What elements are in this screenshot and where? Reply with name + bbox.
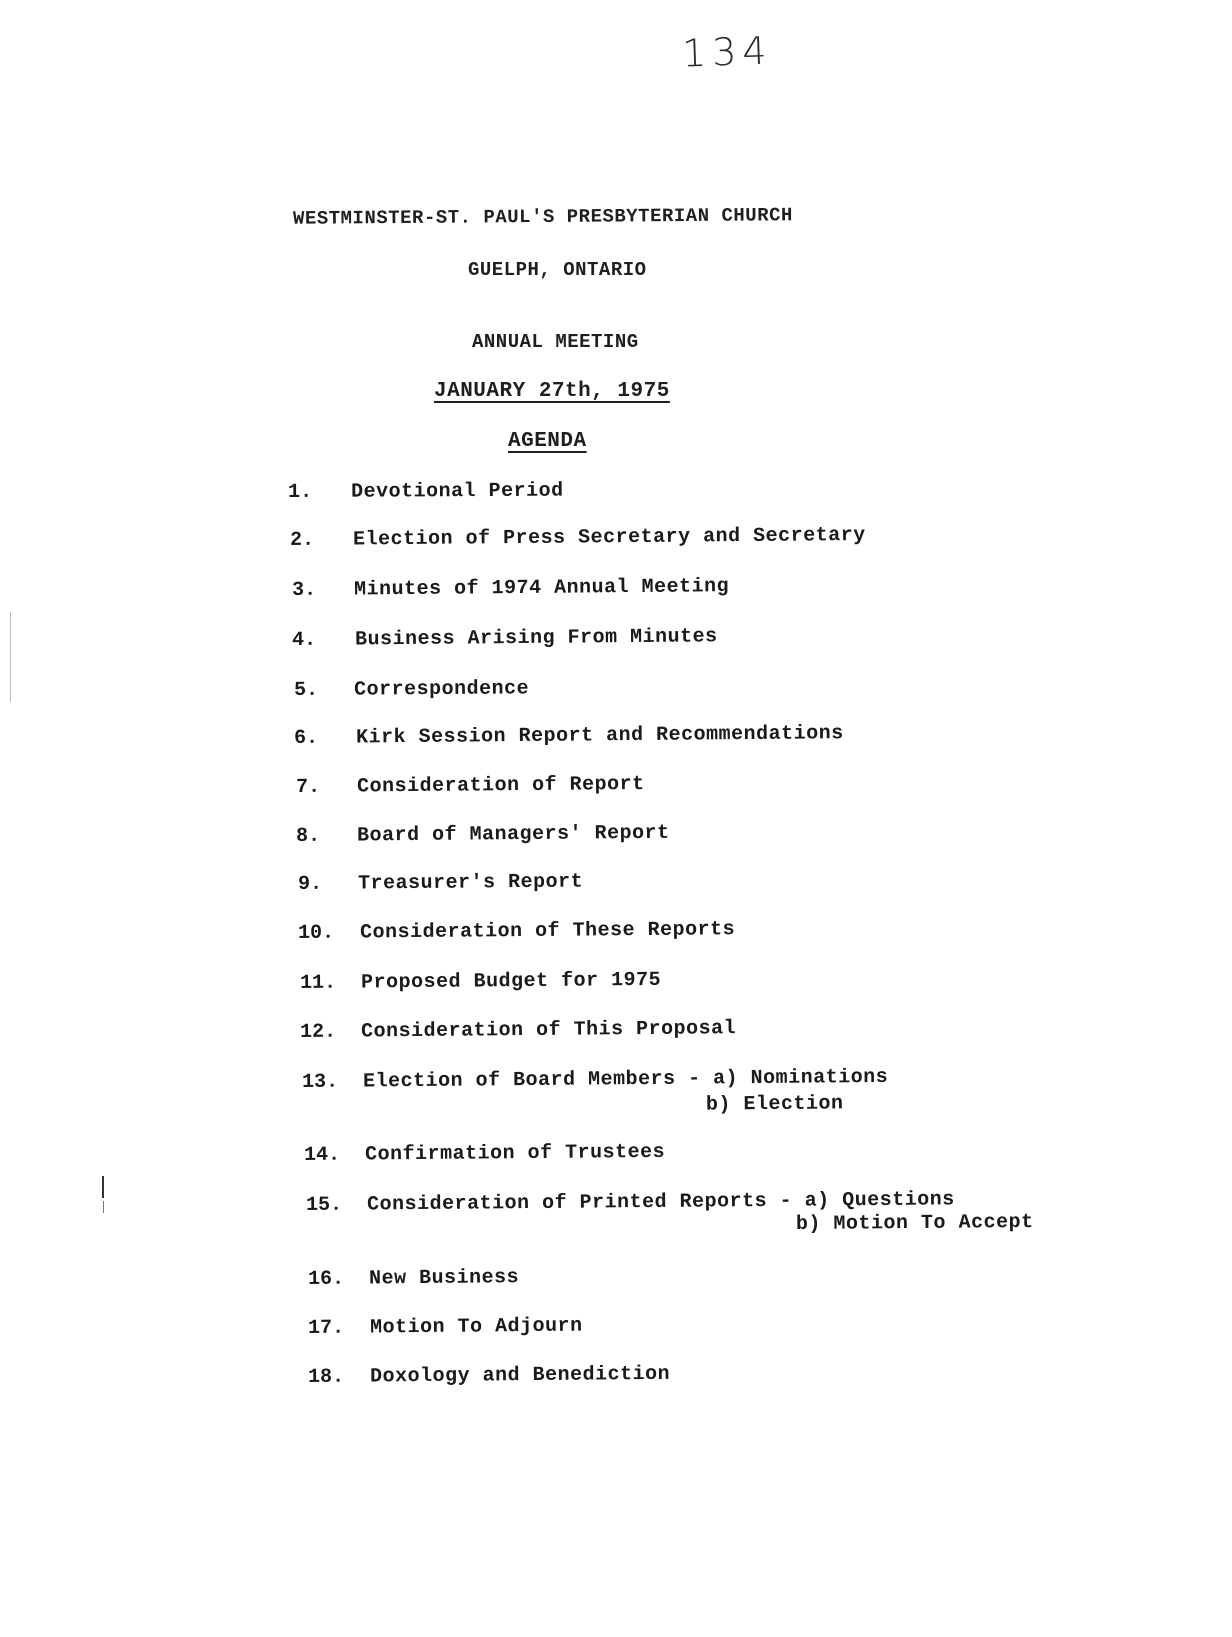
- agenda-item-text: New Business: [368, 1266, 520, 1291]
- agenda-title: AGENDA: [508, 430, 587, 453]
- agenda-item-number: 11.: [300, 971, 337, 995]
- scan-artifact-mark: [10, 612, 11, 702]
- agenda-item-text: Kirk Session Report and Recommendations: [355, 722, 844, 750]
- agenda-item-number: 2.: [290, 528, 315, 552]
- church-location: GUELPH, ONTARIO: [468, 259, 647, 281]
- agenda-item-number: 4.: [292, 628, 317, 652]
- agenda-item-text: Consideration of These Reports: [359, 918, 736, 945]
- agenda-item-text: Correspondence: [353, 677, 530, 702]
- agenda-item-number: 8.: [296, 824, 321, 848]
- agenda-item-text: Motion To Adjourn: [369, 1314, 583, 1340]
- handwritten-page-number: 134: [681, 28, 774, 76]
- meeting-date: JANUARY 27th, 1975: [434, 380, 670, 403]
- agenda-subitem: b) Motion To Accept: [795, 1210, 1034, 1237]
- agenda-item-number: 5.: [294, 678, 319, 702]
- agenda-item-number: 14.: [304, 1143, 341, 1167]
- agenda-item-text: Election of Press Secretary and Secretary: [352, 523, 866, 552]
- agenda-item-text: Consideration of This Proposal: [360, 1017, 737, 1044]
- agenda-item-text: Treasurer's Report: [357, 870, 584, 896]
- agenda-item-number: 3.: [292, 578, 317, 602]
- agenda-item-number: 6.: [294, 726, 319, 750]
- agenda-item-text: Confirmation of Trustees: [364, 1140, 666, 1167]
- agenda-item-text: Doxology and Benediction: [369, 1362, 671, 1389]
- church-name: WESTMINSTER-ST. PAUL'S PRESBYTERIAN CHURCH: [292, 204, 793, 230]
- agenda-item-number: 16.: [308, 1267, 345, 1291]
- agenda-item-number: 9.: [298, 872, 323, 896]
- agenda-item-text: Board of Managers' Report: [356, 821, 670, 848]
- agenda-item-text: Business Arising From Minutes: [354, 625, 718, 652]
- scan-artifact-mark: [103, 1201, 104, 1213]
- agenda-item-number: 13.: [302, 1070, 339, 1094]
- agenda-item-number: 10.: [298, 921, 335, 945]
- meeting-title: ANNUAL MEETING: [472, 331, 639, 353]
- agenda-item-text: Proposed Budget for 1975: [360, 968, 662, 995]
- agenda-subitem: b) Election: [705, 1092, 844, 1117]
- agenda-item-number: 7.: [296, 775, 321, 799]
- agenda-item-text: Consideration of Report: [356, 772, 645, 799]
- agenda-item-text: Election of Board Members - a) Nominations: [362, 1065, 889, 1094]
- agenda-item-number: 18.: [308, 1365, 345, 1389]
- agenda-item-text: Devotional Period: [350, 479, 564, 504]
- agenda-item-number: 15.: [306, 1193, 343, 1217]
- agenda-item-text: Minutes of 1974 Annual Meeting: [353, 575, 730, 602]
- scan-artifact-mark: [102, 1176, 104, 1198]
- agenda-item-number: 1.: [288, 480, 313, 504]
- agenda-item-text: Consideration of Printed Reports - a) Questions: [366, 1188, 955, 1217]
- agenda-item-number: 12.: [300, 1020, 337, 1044]
- agenda-item-number: 17.: [308, 1316, 345, 1340]
